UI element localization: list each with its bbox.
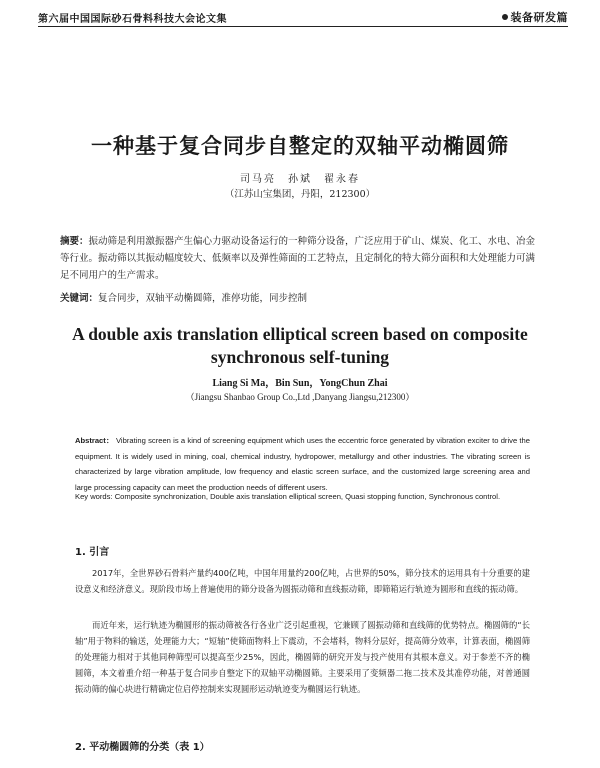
chinese-abstract-label: 摘要： (60, 236, 89, 247)
chinese-abstract (60, 233, 540, 284)
running-header (38, 8, 568, 27)
chinese-keywords (60, 290, 540, 304)
bullet-icon (502, 14, 508, 20)
english-abstract-label: Abstract： (75, 436, 114, 445)
chinese-affiliation: （江苏山宝集团，丹阳，212300） (224, 189, 376, 200)
header-section (502, 9, 569, 25)
chinese-abstract-text: 振动筛是利用激振器产生偏心力驱动设备运行的一种筛分设备，广泛应用于矿山、煤炭、化工、水电、冶金等行业。振动筛以其振动幅度较大、低频率以及弹性筛面的工艺特点，且定制化的特大筛分面积和大处理能力可满足不同用户的生产需求。 (60, 236, 536, 281)
intro-paragraph-2 (75, 617, 530, 697)
section-heading-classification: 2. 平动椭圆筛的分类（表 1） (75, 742, 210, 753)
english-keywords-label: Key words: (75, 492, 113, 501)
english-abstract (75, 433, 530, 495)
english-title: A double axis translation elliptical screen based on composite synchronous self-tuning (72, 324, 528, 367)
english-affiliation: （Jiangsu Shanbao Group Co.,Ltd ,Danyang Jiangsu,212300） (185, 392, 415, 402)
header-section-label: 装备研发篇 (510, 11, 568, 24)
english-keywords (75, 489, 530, 505)
chinese-authors: 司马亮 孙斌 翟永春 (240, 174, 360, 185)
english-abstract-text: Vibrating screen is a kind of screening equipment which uses the eccentric force generated by vibration exciter to drive the equipment. It is widely used in mining, coal, chemical industry, hydropower, metallurgy and other industries. The vibrating screen is characterized by large vibration amplitude, low frequency and elastic screen surface, and the customized large screening area and large processing capacity can meet the production needs of different users. (75, 436, 530, 492)
section-heading-intro: 1. 引言 (75, 547, 110, 558)
chinese-title: 一种基于复合同步自整定的双轴平动椭圆筛 (91, 134, 509, 158)
intro-paragraph-2-text: 而近年来，运行轨迹为椭圆形的振动筛被各行各业广泛引起重视，它兼顾了圆振动筛和直线筛的优势特点。椭圆筛的“长轴”用于物料的输送，处理能力大；“短轴”使筛面物料上下震动，不会堵料，物料分层好，提高筛分效率，计算表面，椭圆筛的处理能力相对于其他同种筛型可以提高至少25%，因此，椭圆筛的研究开发与投产使用有其根本意义。对于参差不齐的椭圆筛，本文着重介绍一种基于复合同步自整定下的双轴平动椭圆筛。主要采用了变频器二拖二技术及其准停功能，对普通圆振动筛的偏心块进行精确定位启停控制来实现圆形运动轨迹变为椭圆运行轨迹。 (75, 620, 530, 694)
chinese-keywords-label: 关键词： (60, 293, 99, 304)
intro-paragraph-1 (75, 565, 530, 597)
chinese-keywords-text: 复合同步，双轴平动椭圆筛，准停功能，同步控制 (98, 293, 308, 304)
english-authors: Liang Si Ma，Bin Sun，YongChun Zhai (212, 378, 388, 389)
intro-paragraph-1-text: 2017年，全世界砂石骨料产量约400亿吨，中国年用量约200亿吨，占世界的50%，筛分技术的运用具有十分重要的建设意义和经济意义。现阶段市场上普遍使用的筛分设备为圆振动筛和直线振动筛，即筛箱运行轨迹为圆形和直线的振动筛。 (75, 568, 530, 594)
header-proceedings-title: 第六届中国国际砂石骨料科技大会论文集 (38, 13, 227, 25)
english-keywords-text: Composite synchronization, Double axis translation elliptical screen, Quasi stopping function, Synchronous control. (114, 492, 501, 501)
